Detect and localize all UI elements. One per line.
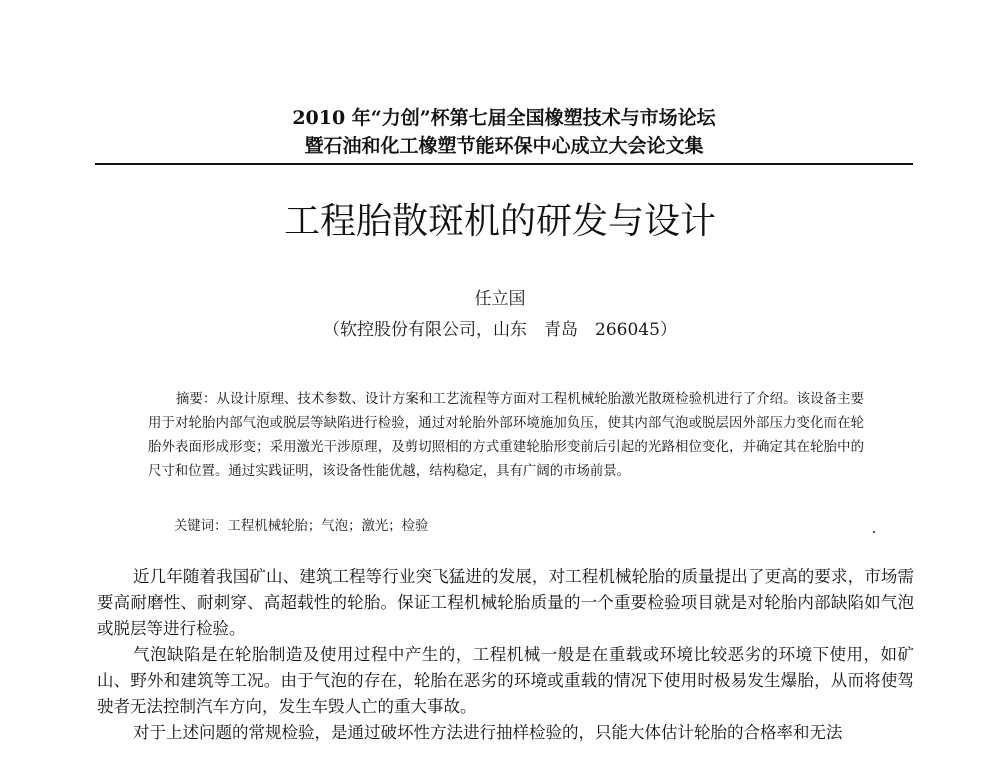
conference-header [95,104,913,160]
body-paragraph: 近几年随着我国矿山、建筑工程等行业突飞猛进的发展，对工程机械轮胎的质量提出了更高的要求，市场需要高耐磨性、耐刺穿、高超载性的轮胎。保证工程机械轮胎质量的一个重要检验项目就是对轮胎内部缺陷如气泡或脱层等进行检验。 [97,567,914,638]
conference-title-line-2: 暨石油和化工橡塑节能环保中心成立大会论文集 [304,135,704,157]
conference-title-line-1: 2010 年“力创”杯第七届全国橡塑技术与市场论坛 [292,107,716,129]
paper-title: 工程胎散斑机的研发与设计 [283,201,716,242]
scan-speck [873,531,875,533]
author-name: 任立国 [474,289,526,309]
abstract [148,388,864,484]
body-text [97,564,914,746]
body-paragraph: 气泡缺陷是在轮胎制造及使用过程中产生的，工程机械一般是在重载或环境比较恶劣的环境下使用，如矿山、野外和建筑等工况。由于气泡的存在，轮胎在恶劣的环境或重载的情况下使用时极易发生爆胎，从而将使驾驶者无法控制汽车方向，发生车毁人亡的重大事故。 [97,645,914,716]
keywords: 关键词：工程机械轮胎；气泡；激光；检验 [174,519,429,534]
header-divider [95,163,913,165]
author-affiliation: （软控股份有限公司，山东 青岛 266045） [323,320,677,340]
body-paragraph: 对于上述问题的常规检验，是通过破坏性方法进行抽样检验的，只能大体估计轮胎的合格率和无法 [133,723,843,742]
abstract-text: 摘要：从设计原理、技术参数、设计方案和工艺流程等方面对工程机械轮胎激光散斑检验机进行了介绍。该设备主要用于对轮胎内部气泡或脱层等缺陷进行检验，通过对轮胎外部环境施加负压，使其内部气泡或脱层因外部压力变化而在轮胎外表面形成形变；采用激光干涉原理，及剪切照相的方式重建轮胎形变前后引起的光路相位变化，并确定其在轮胎中的尺寸和位置。通过实践证明，该设备性能优越，结构稳定，具有广阔的市场前景。 [148,392,864,479]
